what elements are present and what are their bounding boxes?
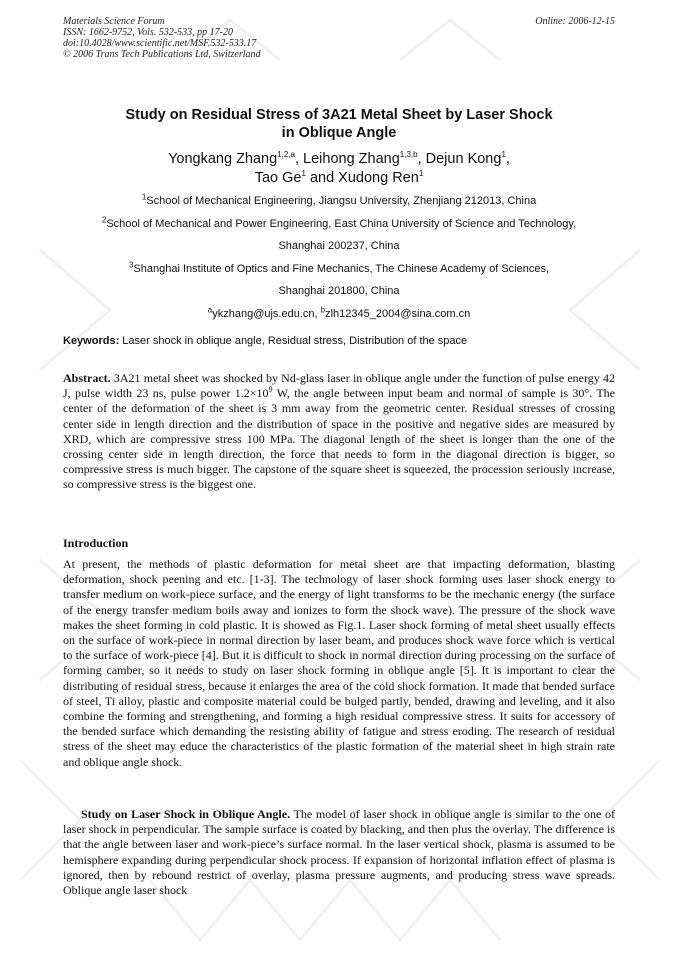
author-line-1 [63,150,615,169]
author-affil-marker: 1 [418,169,424,179]
journal-header [63,16,261,60]
email-line: $^a$ykzhang@ujs.edu.cn, $^b$zlh12345_2004@sina.com.cn [207,304,471,320]
author-affil-marker: 1 [301,169,306,179]
author-name: Yongkang Zhang [168,151,278,167]
author-affil-marker: 1 [501,150,506,160]
affiliation-1: $^1$School of Mechanical Engineering, Jiangsu University, Zhenjiang 212013, China [141,192,537,207]
keywords-text: Laser shock in oblique angle, Residual stress, Distribution of the space [119,335,468,347]
author-name: , Leihong Zhang [294,151,400,167]
author-line-2 [63,169,615,188]
affiliation-3-cont: Shanghai 201800, China [278,285,400,297]
paper-title [63,106,615,142]
abstract-label: Abstract. [63,371,111,385]
issn-line: ISSN: 1662-9752, Vols. 532-533, pp 17-20 [63,27,233,38]
title-line-1: Study on Residual Stress of 3A21 Metal Sheet by Laser Shock [125,107,553,123]
author-name: and Xudong Ren [305,170,419,186]
author-name: Tao Ge [254,170,302,186]
title-line-2: in Oblique Angle [281,125,397,141]
author-name: , Dejun Kong [417,151,502,167]
online-date: Online: 2006-12-15 [535,16,615,27]
section-heading-introduction: Introduction [63,536,129,550]
abstract: Abstract. 3A21 metal sheet was shocked by Nd-glass laser in oblique angle under the function of pulse energy 42 J, pulse width 23 ns, pulse power $1.2\times 10^9$ W, the angle between input beam and normal of sample is 30°. The center of the deformation of the sheet is 3 mm away from the geometric center. Residual stresses of crossing center side in length direction and the distribution of space in the positive and negative sides are measured by XRD, which are compressive stress 100 MPa. The diagonal length of the sheet is longer than the one of the crossing center side in length direction, the force that needs to form in the diagonal direction is bigger, so compressive stress is much bigger. The capstone of the square sheet is squeezed, the procession seriously increase, so compressive stress is the biggest one. [63,371,615,492]
author-list [63,150,615,188]
run-in-heading: Study on Laser Shock in Oblique Angle. [81,807,291,821]
introduction-paragraph: At present, the methods of plastic deformation for metal sheet are that impacting deformation, blasting deformation, shock peening and etc. [1-3]. The technology of laser shock forming uses laser shock energy to transfer medium on work-piece surface, and the energy of light transforms to be the mechanic energy (the surface of the energy transfer medium boils away and ionizes to form the shock wave). The pressure of the shock wave makes the sheet forming in cold plastic. It is showed as Fig.1. Laser shock forming of metal sheet usually effects on the surface of work-piece in normal direction by laser beam, and produces shock wave force which is vertical to the surface of work-piece [4]. But it is difficult to shock in normal direction during processing on the surface of forming camber, so it needs to study on laser shock forming in oblique angle [5]. It is important to clear the distributing of residual stress, because it enlarges the area of the cold shock formation. It made that bended surface of steel, Ti alloy, plastic and composite material could be bulged partly, bended, drawing and leveling, and it also combine the forming and strengthening, and forming a high residual compressive stress. It suits for accessory of the bended surface which demanding the resisting ability of fatigue and stress eroding. The research of residual stress of the sheet may educe the characteristics of the plastic formation of the material sheet in high strain rate and oblique angle shock. [63,557,615,769]
affiliation-2: $^2$School of Mechanical and Power Engineering, East China University of Science and Technology, [101,214,577,230]
journal-name: Materials Science Forum [63,16,165,27]
affiliation-3: $^3$Shanghai Institute of Optics and Fine Mechanics, The Chinese Academy of Sciences, [128,259,550,275]
email-link[interactable]: ykzhang@ujs.edu.cn, [212,307,321,320]
oblique-angle-paragraph: Study on Laser Shock in Oblique Angle. The model of laser shock in oblique angle is similar to the one of laser shock in perpendicular. The sample surface is coated by blacking, and then plus the overlay. The difference is that the angle between laser and work-piece’s surface normal. In the laser vertical shock, plasma is assumed to be hemisphere expanding during perpendicular shock process. If expansion of horizontal inflation effect of plasma is ignored, then by rebound restrict of overlay, plasma pressure augments, and producing stress wave spreads. Oblique angle laser shock [63,807,615,898]
author-separator: , [505,151,510,167]
author-affil-marker: 1,2,a [277,150,295,160]
email-link[interactable]: zlh12345_2004@sina.com.cn [325,307,471,320]
keywords [63,334,615,348]
doi-line: doi:10.4028/www.scientific.net/MSF.532-533.17 [63,38,257,49]
affiliation-2-cont: Shanghai 200237, China [278,240,400,252]
copyright-line: © 2006 Trans Tech Publications Ltd, Switzerland [63,49,261,60]
affiliations [63,190,615,325]
keywords-label: Keywords: [63,335,120,347]
author-affil-marker: 1,3,b [399,150,418,160]
